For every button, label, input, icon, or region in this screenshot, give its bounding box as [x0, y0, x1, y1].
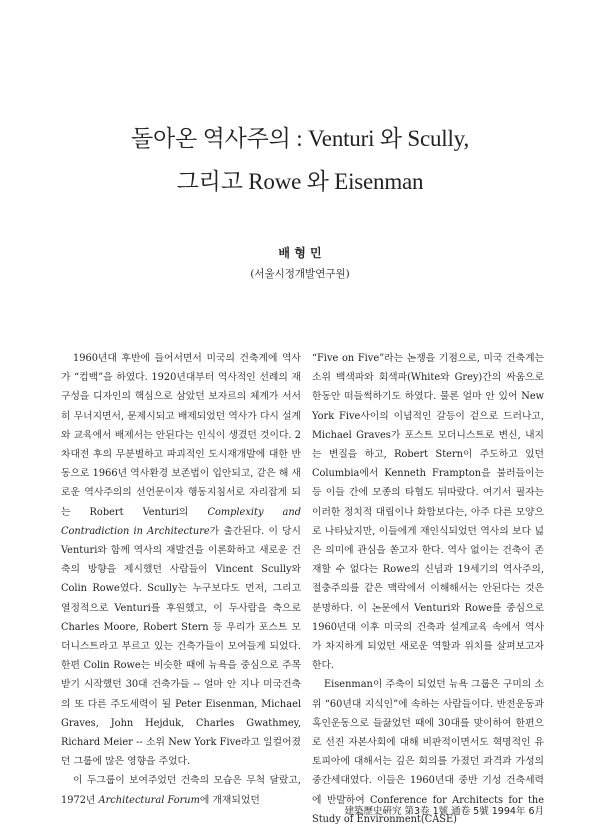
text-run: 1960년대 후반에 들어서면서 미국의 건축계에 역사가 “컴백”을 하였다. 1920년대부터 역사적인 선례의 재구성을 디자인의 핵심으로 삼았던 보자르의 체계가 서서히 무너지면서, 문제시되고 배제되었던 역사가 다시 설계와 교육에서 배제서는 안된다는 인식이 생겼던 것이다. 2차대전 후의 무분별하고 파괴적인 도시재개발에 대한 반동으로 1966년 역사환경 보존법이 입안되고, 같은 해 새로운 역사주의의 선언문이자 행동지침서로 자리잡게 되는 Robert Venturi의 [61, 353, 301, 518]
right-paragraph-1: “Five on Five”라는 논쟁을 기점으로, 미국 건축계는 소위 백색파와 회색파(White와 Grey)간의 싸움으로 한동안 떠들썩하기도 하였다. 물론 얼마 안 있어 New York Five사이의 이념적인 갈등이 겉으로 드러나고, Michael Graves가 포스트 모더니스트로 변신, 내지는 변질을 하고, Robert Stern이 주도하고 있던 Columbia에서 Kenneth Frampton을 불러들이는 등 이들 간에 모종의 타협도 뒤따랐다. 여기서 필자는 이러한 정치적 대립이나 화합보다는, 아주 다른 모양으로 나타났지만, 이들에게 재인식되었던 역사의 보다 넓은 의미에 관심을 쏟고자 한다. 역사 없이는 건축이 존재할 수 없다는 Rowe의 신념과 19세기의 역사주의, 절충주의를 같은 맥락에서 이해해서는 안된다는 것은 분명하다. 이 논문에서 Venturi와 Rowe를 중심으로 1960년대 이후 미국의 건축과 설계교육 속에서 역사가 차지하게 되었던 새로운 역할과 위치를 살펴보고자 한다. [312, 353, 544, 672]
journal-title-italic: Architectural Forum [98, 794, 200, 806]
journal-footer: 建築歷史硏究 第3卷 1號 通卷 5號 1994年 6月 [344, 806, 544, 817]
author-affiliation: (서울시정개발연구원) [250, 268, 350, 280]
author-name: 배 형 민 [278, 246, 322, 260]
text-run: 가 출간된다. 이 당시 Venturi와 함께 역사의 재발견을 이론화하고 새로운 건축의 방향을 제시했던 사람들이 Vincent Scully와 Colin Rowe였다. Scully는 누구보다도 먼저, 그리고 열정적으로 Venturi를 후원했고, 이 두사람을 축으로 Charles Moore, Robert Stern 등 우리가 포스트 모더니스트라고 부르고 있는 건축가들이 모여들게 되었다. 한편 Colin Rowe는 비슷한 때에 뉴욕을 중심으로 주목받기 시작했던 30대 건축가들 -- 얼마 안 지나 미국건축의 또 다른 주도세력이 될 Peter Eisenman, Michael Graves, John Hejduk, Charles Gwathmey, Richard Meier -- 소위 New York Five라고 일컬어졌던 그룹에 많은 영향을 주었다. [61, 525, 301, 768]
book-title-italic: Complexity and Contradiction in Architecture [61, 506, 301, 537]
left-paragraph-2 [61, 771, 301, 809]
right-paragraph-2: Eisenman이 주축이 되었던 뉴욕 그룹은 구미의 소위 “60년대 지식인”에 속하는 사람들이다. 반전운동과 흑인운동으로 들끓었던 때에 30대를 맞이하여 한편으로 선진 자본사회에 대해 비판적이면서도 혁명적인 유토피아에 대해서는 깊은 회의를 가졌던 과격과 가성의 중간세대였다. 이들은 1960년대 중반 기성 건축세력에 반발하여 Conference for Architects for the Study of Environment(CASE) [312, 679, 544, 825]
right-text-column [312, 349, 544, 829]
text-run: 에 개재되었던 [199, 794, 260, 806]
paper-title-line-1: 돌아온 역사주의 : Venturi 와 Scully, [130, 126, 470, 151]
paper-title-line-2: 그리고 Rowe 와 Eisenman [176, 169, 424, 194]
text-run: 이 두그룹이 보여주었던 건축의 모습은 무척 달랐고, 1972년 [61, 775, 301, 806]
left-text-column [61, 349, 301, 810]
left-paragraph-1 [61, 349, 301, 771]
